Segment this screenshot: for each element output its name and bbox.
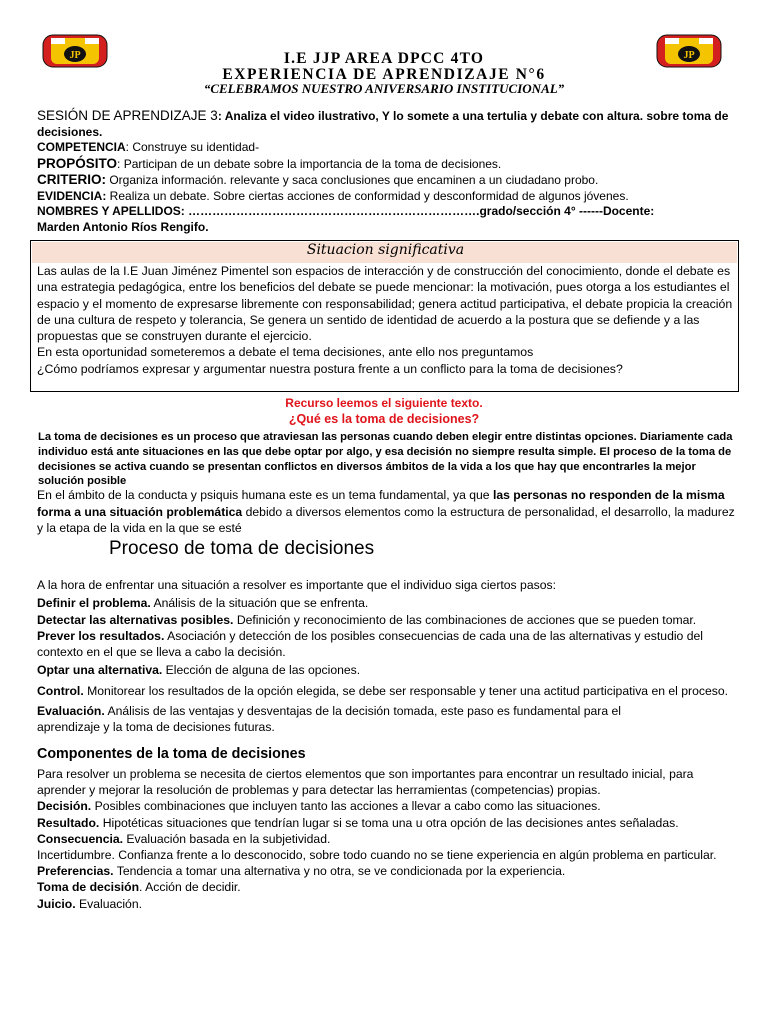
- situacion-paragraph: Las aulas de la I.E Juan Jiménez Pimentel son espacios de interacción y de construcción del conocimiento, donde el debate es una estrategia pedagógica, entre los beneficios del debate se puede mencionar: la motivación, pues otorga a los estudiantes el espacio y el momento de expresarse libremente con responsabilidad; genera actitud participativa, el debate propicia la creación de una cultura de respeto y tolerancia, Se genera un sentido de identidad de acuerdo a la postura que se defiende y a las propuestas que se construyen durante el ejercicio.: [37, 264, 733, 344]
- item-label: Toma de decisión: [37, 880, 140, 895]
- item-label: Juicio.: [37, 896, 76, 911]
- proceso-intro: A la hora de enfrentar una situación a resolver es importante que el individuo siga ciertos pasos:: [37, 578, 556, 592]
- nombres-line: [37, 204, 737, 220]
- componentes-list: [37, 766, 737, 912]
- item-label: Preferencias.: [37, 864, 114, 879]
- proposito-line: [37, 156, 737, 173]
- logo-text: JP: [683, 50, 695, 61]
- list-item: [37, 815, 737, 831]
- step-text: Elección de alguna de las opciones.: [162, 663, 361, 678]
- step-text: Asociación y detección de los posibles consecuencias de cada una de las alternativas y estudio del contexto en el que se lleva a cabo la decisión.: [37, 628, 703, 660]
- step-label: Prever los resultados.: [37, 628, 165, 643]
- ambito-emphasis: las personas no responden de la misma forma a una situación problemática: [37, 488, 725, 519]
- criterio-text: Organiza información. relevante y saca conclusiones que encaminen a un ciudadano probo.: [106, 173, 599, 187]
- item-text: Evaluación basada en la subjetividad.: [123, 831, 331, 846]
- proposito-text: : Participan de un debate sobre la importancia de la toma de decisiones.: [117, 156, 502, 171]
- evidencia-text: Realiza un debate. Sobre ciertas acciones de conformidad y desconformidad de algunos jóvenes.: [106, 188, 629, 203]
- ambito-text: En el ámbito de la conducta y psiquis humana este es un tema fundamental, ya que: [37, 488, 493, 502]
- item-text: . Acción de decidir.: [139, 880, 241, 895]
- header-slogan: “CELEBRAMOS NUESTRO ANIVERSARIO INSTITUCIONAL”: [203, 81, 565, 96]
- item-label: Resultado.: [37, 815, 100, 830]
- list-item: [37, 628, 737, 661]
- situacion-question: ¿Cómo podríamos expresar y argumentar nuestra postura frente a un conflicto para la toma de decisiones?: [37, 361, 623, 376]
- step-text: Análisis de la situación que se enfrenta.: [150, 596, 369, 611]
- item-text: Hipotéticas situaciones que tendrían lugar si se toma una u otra opción de las decisiones antes señaladas.: [99, 815, 679, 830]
- competencia-line: [37, 140, 737, 156]
- session-label: SESIÓN DE APRENDIZAJE 3: [37, 108, 218, 123]
- session-info: [37, 108, 737, 235]
- list-item: [37, 683, 737, 699]
- proposito-label: PROPÓSITO: [37, 155, 118, 171]
- item-text: Posibles combinaciones que incluyen tanto las acciones a llevar a cabo como las situaciones.: [91, 799, 601, 814]
- list-item: [37, 831, 737, 847]
- logo-text: JP: [69, 50, 81, 61]
- situacion-text: [37, 263, 737, 377]
- ambito-paragraph: [37, 487, 737, 537]
- item-label: Consecuencia.: [37, 831, 124, 846]
- step-label: Optar una alternativa.: [37, 663, 163, 678]
- list-item: [37, 798, 737, 814]
- item-label: Decisión.: [37, 799, 92, 814]
- step-label: Detectar las alternativas posibles.: [37, 612, 234, 627]
- evidencia-label: EVIDENCIA:: [37, 188, 107, 203]
- criterio-line: [37, 172, 737, 189]
- proceso-steps: [37, 577, 737, 736]
- proceso-title: Proceso de toma de decisiones: [109, 538, 375, 559]
- list-item: [37, 662, 737, 678]
- recurso-heading: Recurso leemos el siguiente texto.: [285, 396, 483, 410]
- componentes-title: Componentes de la toma de decisiones: [37, 746, 306, 762]
- header-title: I.E JJP AREA DPCC 4TO: [283, 50, 485, 67]
- docente-name: Marden Antonio Ríos Rengifo.: [37, 219, 209, 234]
- list-item: [37, 863, 737, 879]
- session-text: : Analiza el video ilustrativo, Y lo somete a una tertulia y debate con altura. sobre toma de decisiones.: [37, 109, 729, 139]
- ambito-text: debido a diversos elementos como la estructura de personalidad, el desarrollo, la madurez y la etapa de la vida en la que se esté: [37, 504, 735, 536]
- docente-line: [37, 220, 737, 236]
- session-line: [37, 108, 737, 140]
- step-text: Análisis de las ventajas y desventajas de la decisión tomada, este paso es fundamental para el aprendizaje y la toma de decisiones futuras.: [37, 704, 621, 735]
- list-item: [37, 703, 647, 736]
- competencia-label: COMPETENCIA: [37, 140, 126, 154]
- step-label: Control.: [37, 683, 84, 698]
- situacion-title: Situacion significativa: [306, 242, 465, 258]
- item-text: Incertidumbre. Confianza frente a lo desconocido, sobre todo cuando no se tiene experiencia en algún problema en particular.: [37, 848, 717, 863]
- list-item: [37, 879, 737, 895]
- evidencia-line: [37, 189, 737, 205]
- nombres-text: NOMBRES Y APELLIDOS: ……………………………………………………………….grado/sección 4° ------Docente:: [37, 204, 655, 218]
- item-text: Evaluación.: [75, 896, 143, 911]
- item-text: Tendencia a tomar una alternativa y no otra, se ve condicionada por la experiencia.: [113, 864, 566, 879]
- list-item: [37, 896, 737, 912]
- step-text: Monitorear los resultados de la opción elegida, se debe ser responsable y tener una actitud participativa en el proceso.: [83, 683, 729, 698]
- competencia-text: : Construye su identidad-: [125, 140, 260, 154]
- criterio-label: CRITERIO:: [37, 172, 106, 187]
- definicion-paragraph: La toma de decisiones es un proceso que atraviesan las personas cuando deben elegir entre distintas opciones. Diariamente cada individuo está ante situaciones en las que debe optar por algo, y esa decisión no siempre resulta simple. El proceso de la toma de decisiones se activa cuando se presentan conflictos en diversos ámbitos de la vida a los que hay que encontrarles la mejor solución posible: [38, 431, 733, 488]
- recurso-question: ¿Qué es la toma de decisiones?: [288, 412, 480, 426]
- step-label: Definir el problema.: [37, 596, 151, 611]
- list-item: [37, 612, 737, 628]
- componentes-intro: Para resolver un problema se necesita de ciertos elementos que son importantes para encontrar un resultado inicial, para aprender y mejorar la resolución de problemas y para detectar las herramientas (competencias) propias.: [37, 767, 694, 798]
- step-label: Evaluación.: [37, 704, 105, 719]
- situacion-box: [30, 240, 739, 392]
- list-item: [37, 847, 737, 863]
- list-item: [37, 595, 737, 611]
- step-text: Definición y reconocimiento de las combinaciones de acciones que se pueden tomar.: [233, 612, 697, 627]
- header-experience: EXPERIENCIA DE APRENDIZAJE N°6: [222, 66, 546, 83]
- situacion-paragraph: En esta oportunidad someteremos a debate el tema decisiones, ante ello nos preguntamos: [37, 345, 534, 360]
